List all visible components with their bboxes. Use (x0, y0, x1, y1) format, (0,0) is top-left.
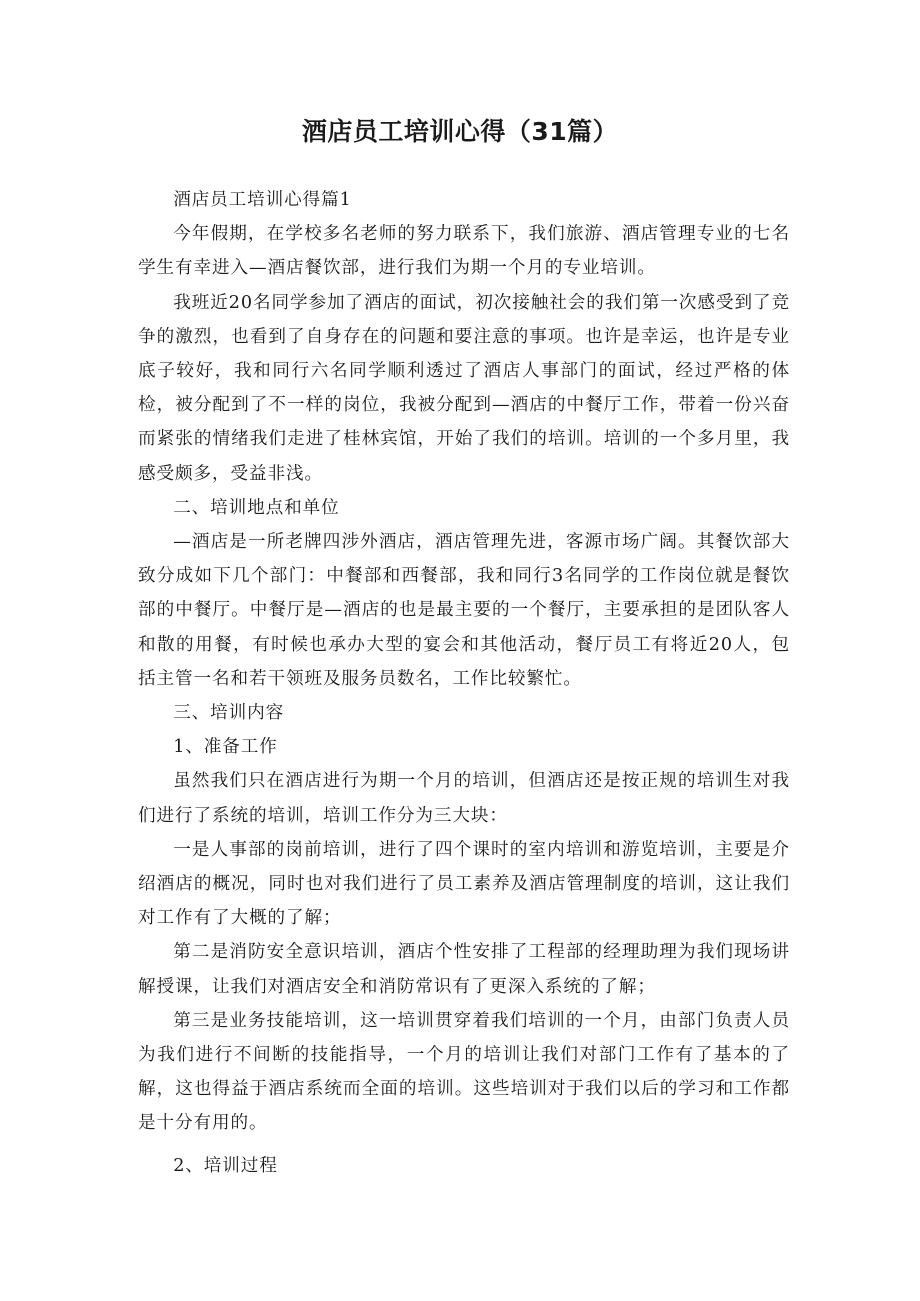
paragraph: 第三是业务技能培训，这一培训贯穿着我们培训的一个月，由部门负责人员为我们进行不间断的技能指导，一个月的培训让我们对部门工作有了基本的了解，这也得益于酒店系统而全面的培训。这些培训对于我们以后的学习和工作都是十分有用的。 (138, 1010, 790, 1134)
paragraph: 一是人事部的岗前培训，进行了四个课时的室内培训和游览培训，主要是介绍酒店的概况，同时也对我们进行了员工素养及酒店管理制度的培训，这让我们对工作有了大概的了解； (138, 839, 790, 929)
section-heading: 酒店员工培训心得篇1 (173, 190, 352, 210)
subsection-heading: 2、培训过程 (173, 1155, 278, 1176)
paragraph: —酒店是一所老牌四涉外酒店，酒店管理先进，客源市场广阔。其餐饮部大致分成如下几个部门：中餐部和西餐部，我和同行3名同学的工作岗位就是餐饮部的中餐厅。中餐厅是—酒店的也是最主要的一个餐厅，主要承担的是团队客人和散的用餐，有时候也承办大型的宴会和其他活动，餐厅员工有将近20人，包括主管一名和若干领班及服务员数名，工作比较繁忙。 (138, 532, 790, 689)
subsection-heading: 1、准备工作 (173, 737, 278, 758)
paragraph: 今年假期，在学校多名老师的努力联系下，我们旅游、酒店管理专业的七名学生有幸进入—酒店餐饮部，进行我们为期一个月的专业培训。 (138, 224, 790, 279)
paragraph: 虽然我们只在酒店进行为期一个月的培训，但酒店还是按正规的培训生对我们进行了系统的培训，培训工作分为三大块： (138, 771, 790, 826)
section-heading: 二、培训地点和单位 (173, 497, 340, 518)
document-body (138, 183, 790, 1183)
section-heading: 三、培训内容 (173, 703, 285, 724)
document-title: 酒店员工培训心得（31篇） (301, 117, 619, 146)
paragraph: 我班近20名同学参加了酒店的面试，初次接触社会的我们第一次感受到了竞争的激烈，也看到了自身存在的问题和要注意的事项。也许是幸运，也许是专业底子较好，我和同行六名同学顺利透过了酒店人事部门的面试，经过严格的体检，被分配到了不一样的岗位，我被分配到—酒店的中餐厅工作，带着一份兴奋而紧张的情绪我们走进了桂林宾馆，开始了我们的培训。培训的一个多月里，我感受颇多，受益非浅。 (138, 292, 790, 484)
paragraph: 第二是消防安全意识培训，酒店个性安排了工程部的经理助理为我们现场讲解授课，让我们对酒店安全和消防常识有了更深入系统的了解； (138, 942, 790, 997)
